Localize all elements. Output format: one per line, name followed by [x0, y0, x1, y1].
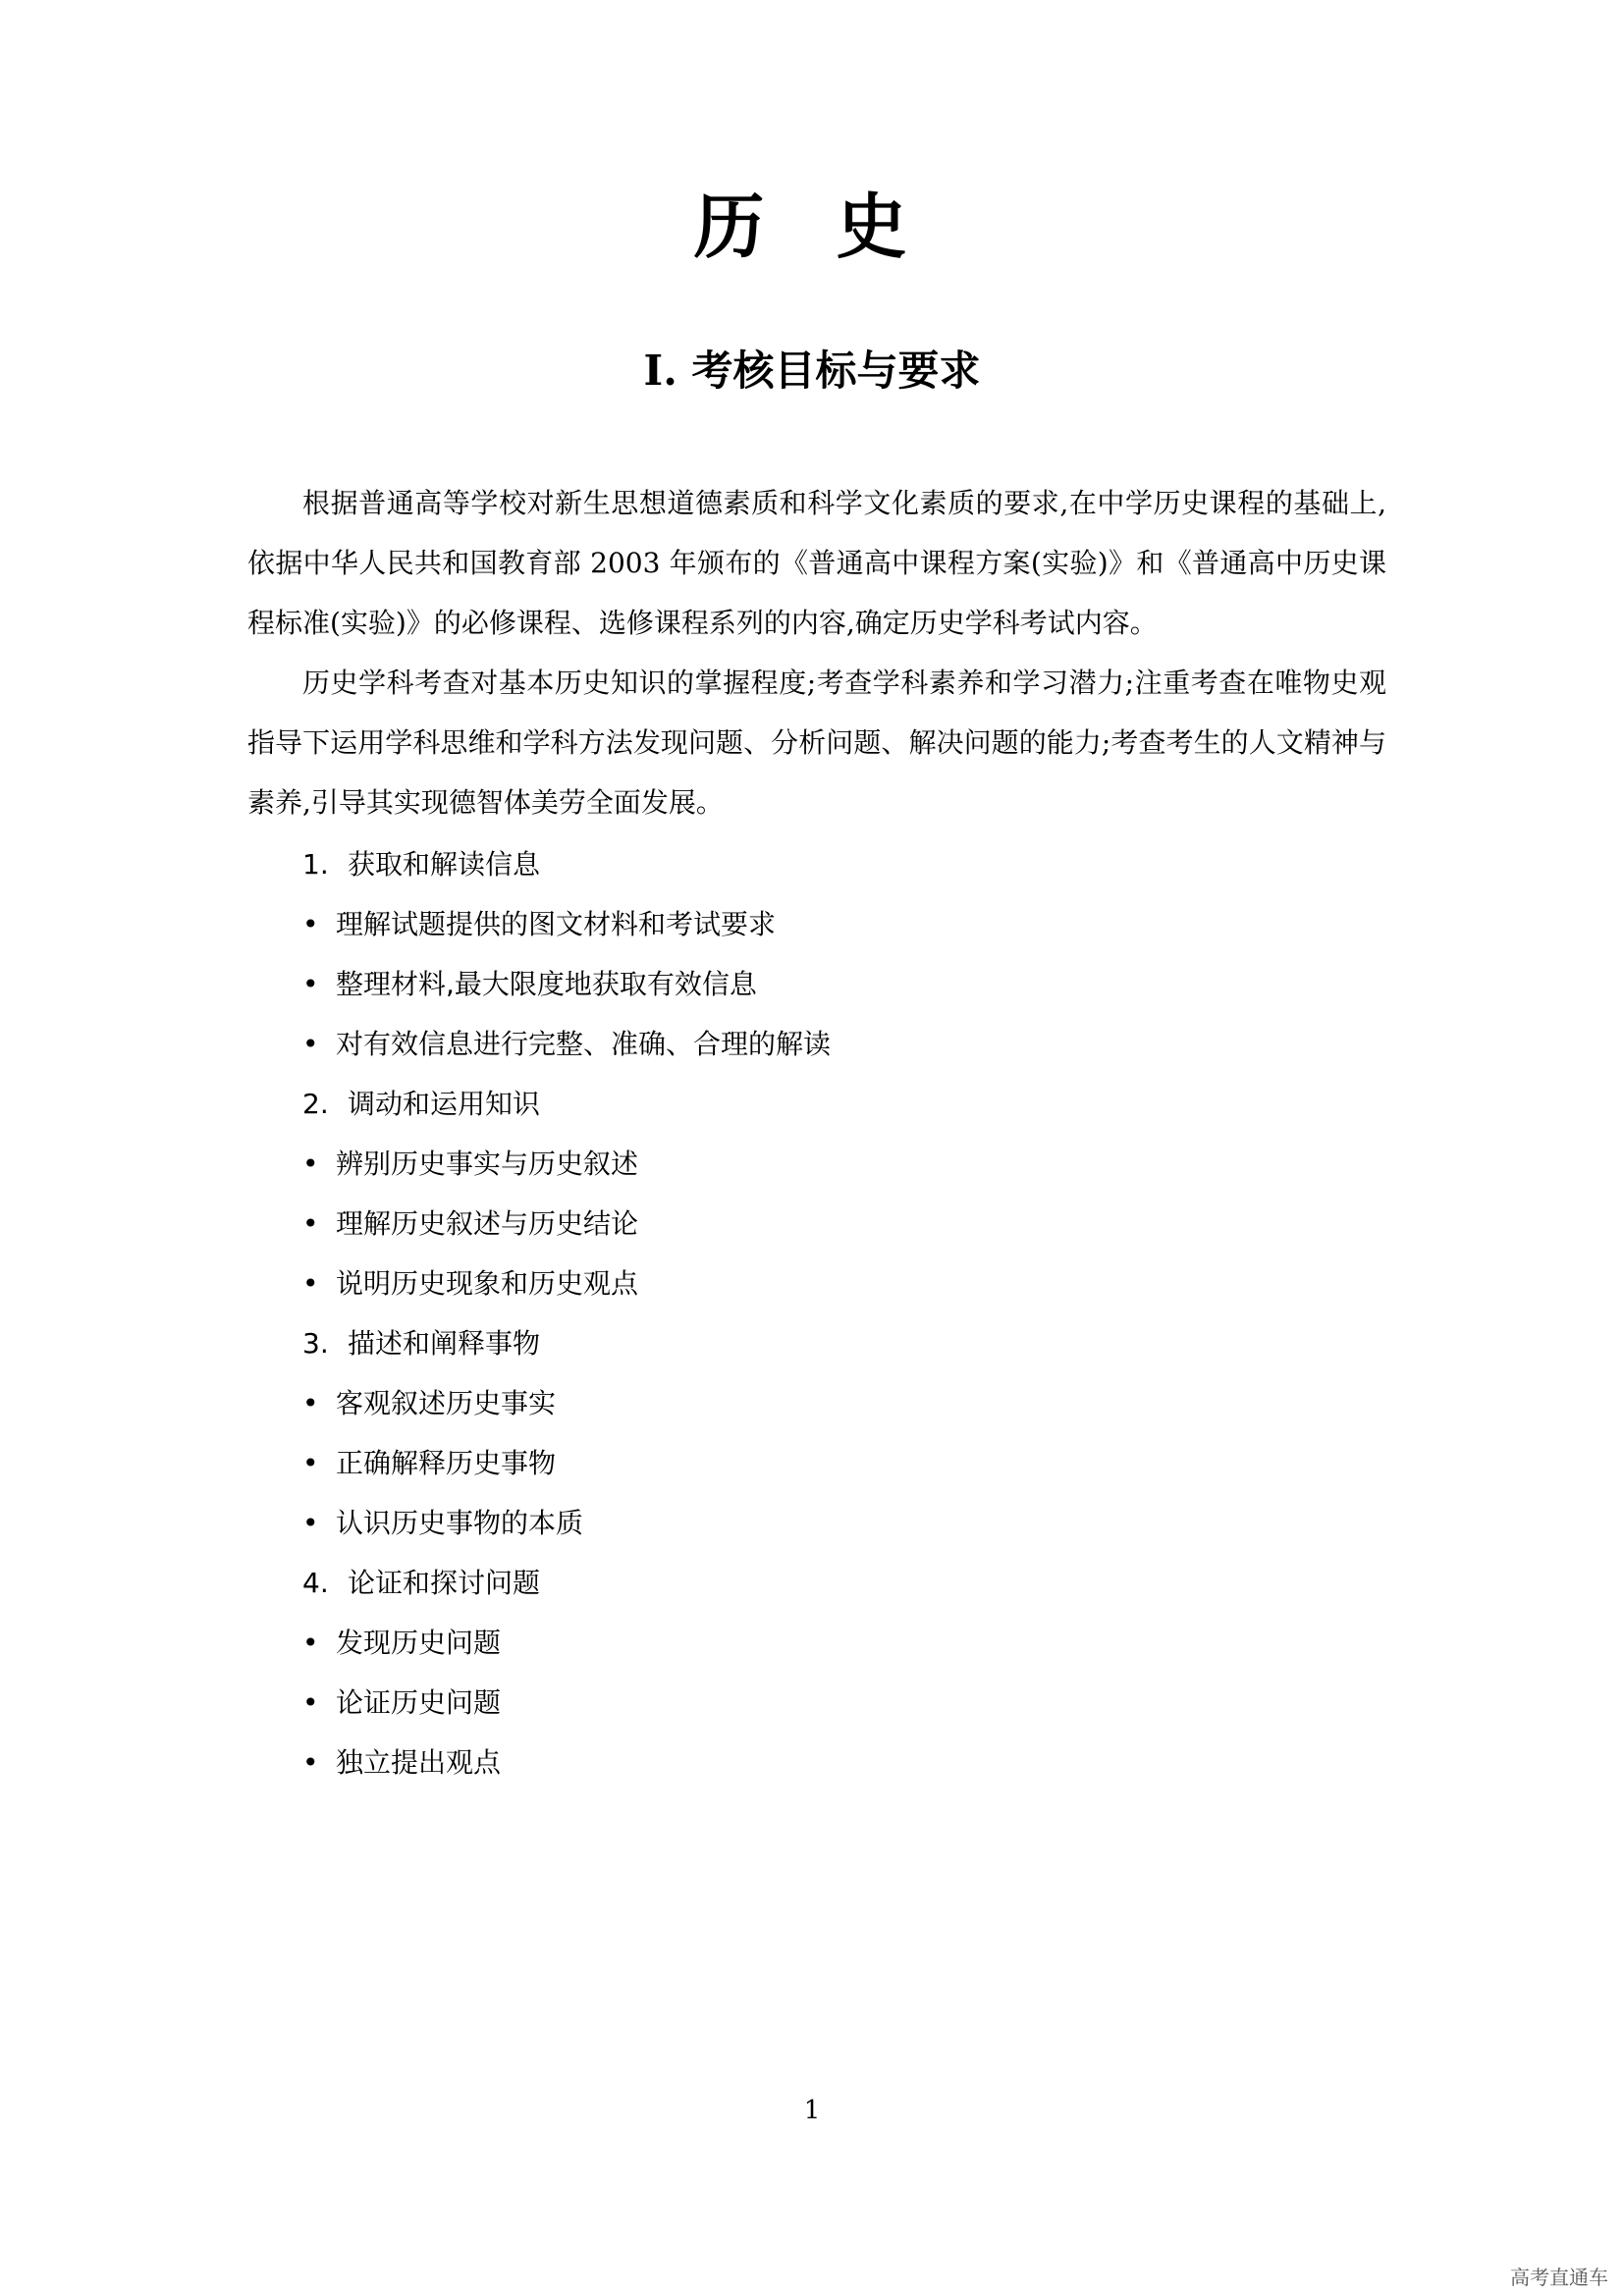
- bullet-icon: •: [302, 1507, 319, 1539]
- bullet-icon: •: [302, 1447, 319, 1479]
- objective-item-text: 理解试题提供的图文材料和考试要求: [336, 908, 777, 940]
- objective-number: 3.: [302, 1327, 329, 1360]
- intro-paragraph: 根据普通高等学校对新生思想道德素质和科学文化素质的要求,在中学历史课程的基础上,依据中华人民共和国教育部 2003 年颁布的《普通高中课程方案(实验)》和《普通高中历史课程标准(实验)》的必修课程、选修课程系列的内容,确定历史学科考试内容。: [247, 487, 1386, 639]
- bullet-icon: •: [302, 1207, 319, 1240]
- objective-heading: [302, 1074, 1284, 1134]
- objective-item: [302, 954, 1284, 1014]
- objective-heading: [302, 1553, 1284, 1613]
- objective-item: [302, 894, 1284, 954]
- objective-item-text: 论证历史问题: [336, 1686, 502, 1719]
- objective-item: [302, 1134, 1284, 1194]
- bullet-icon: •: [302, 1028, 319, 1060]
- objective-heading-text: 调动和运用知识: [348, 1088, 541, 1120]
- objective-heading-text: 获取和解读信息: [348, 848, 541, 881]
- objective-item: [302, 1673, 1284, 1733]
- objective-item-text: 整理材料,最大限度地获取有效信息: [336, 968, 757, 1000]
- objective-item: [302, 1493, 1284, 1553]
- objective-item: [302, 1613, 1284, 1673]
- bullet-icon: •: [302, 1148, 319, 1180]
- assessment-paragraph: 历史学科考查对基本历史知识的掌握程度;考查学科素养和学习潜力;注重考查在唯物史观指导下运用学科思维和学科方法发现问题、分析问题、解决问题的能力;考查考生的人文精神与素养,引导其实现德智体美劳全面发展。: [247, 667, 1386, 819]
- objective-item: [302, 1373, 1284, 1433]
- bullet-icon: •: [302, 1627, 319, 1659]
- page-number: 1: [803, 2096, 821, 2125]
- objective-item: [302, 1433, 1284, 1493]
- objective-item-text: 独立提出观点: [336, 1746, 502, 1779]
- bullet-icon: •: [302, 1387, 319, 1419]
- objective-item: [302, 1733, 1284, 1792]
- document-title: 历 史: [693, 185, 931, 268]
- objective-item: [302, 1254, 1284, 1313]
- bullet-icon: •: [302, 968, 319, 1000]
- objective-item-text: 对有效信息进行完整、准确、合理的解读: [336, 1028, 832, 1060]
- objective-item-text: 认识历史事物的本质: [336, 1507, 584, 1539]
- objective-number: 1.: [302, 848, 329, 881]
- objective-item: [302, 1194, 1284, 1254]
- objective-item-text: 说明历史现象和历史观点: [336, 1267, 639, 1300]
- objective-item: [302, 1014, 1284, 1074]
- objective-item-text: 发现历史问题: [336, 1627, 502, 1659]
- bullet-icon: •: [302, 1267, 319, 1300]
- watermark: 高考直通车: [1510, 2266, 1608, 2289]
- objective-number: 4.: [302, 1567, 329, 1599]
- objective-heading: [302, 834, 1284, 894]
- objective-item-text: 正确解释历史事物: [336, 1447, 557, 1479]
- objective-heading-text: 描述和阐释事物: [348, 1327, 541, 1360]
- bullet-icon: •: [302, 1746, 319, 1779]
- objective-item-text: 客观叙述历史事实: [336, 1387, 557, 1419]
- bullet-icon: •: [302, 1686, 319, 1719]
- objective-item-text: 理解历史叙述与历史结论: [336, 1207, 639, 1240]
- objective-item-text: 辨别历史事实与历史叙述: [336, 1148, 639, 1180]
- objective-heading-text: 论证和探讨问题: [348, 1567, 541, 1599]
- section-title: Ⅰ. 考核目标与要求: [643, 347, 981, 395]
- bullet-icon: •: [302, 908, 319, 940]
- objective-heading: [302, 1313, 1284, 1373]
- objective-number: 2.: [302, 1088, 329, 1120]
- objectives-list: [302, 834, 1284, 1792]
